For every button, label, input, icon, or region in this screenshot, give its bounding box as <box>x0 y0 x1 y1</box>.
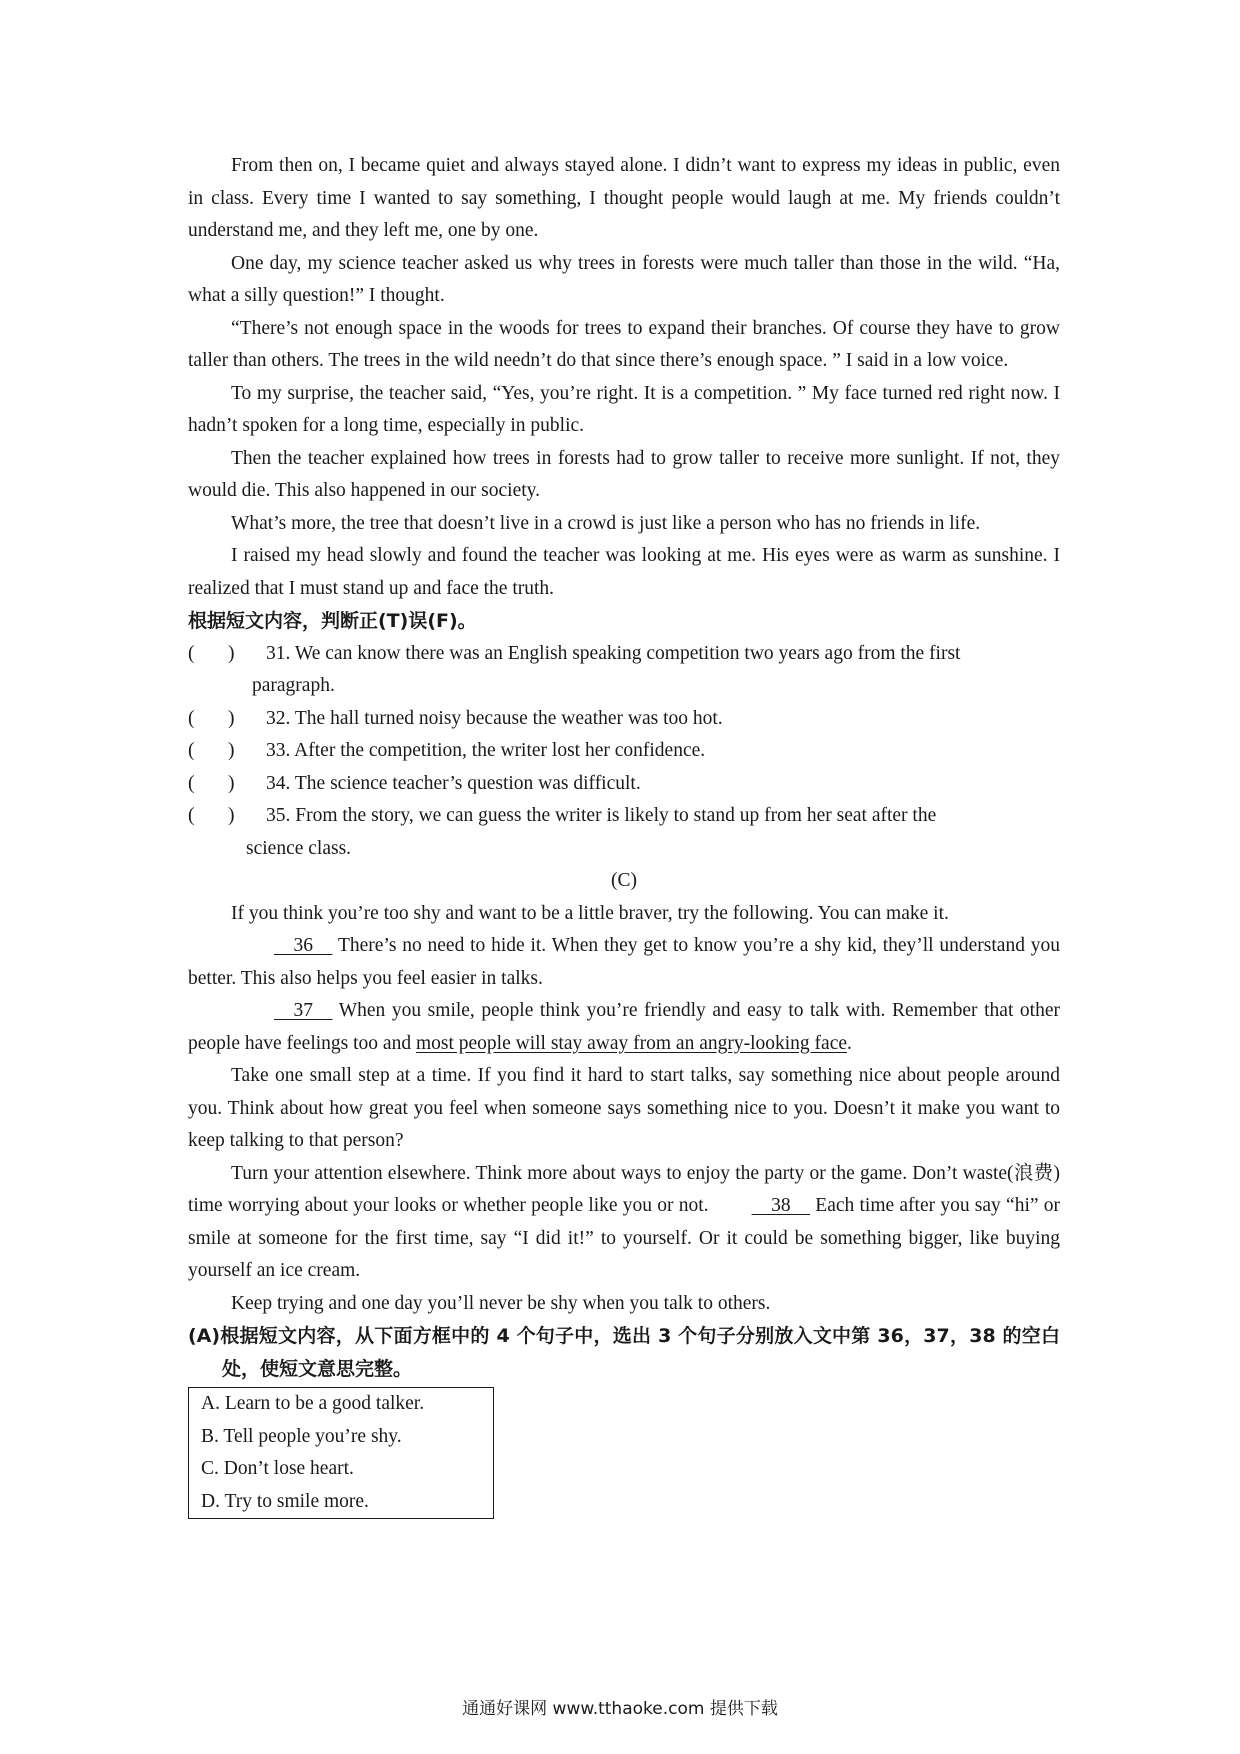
tf-question-32 <box>188 703 1060 736</box>
paragraph-text: . <box>847 1032 852 1054</box>
paragraph-text: When you smile, people think you’re friendly and easy to talk with. Remember that other people have feelings too and <box>188 1000 1060 1054</box>
blank-number: 36 <box>293 935 313 956</box>
blank-number: 38 <box>771 1195 791 1216</box>
paragraph: One day, my science teacher asked us why trees in forests were much taller than those in the wild. “Ha, what a silly question!” I thought. <box>188 252 1060 306</box>
section-label: (C) <box>611 870 637 891</box>
tf-question-35 <box>188 800 1060 865</box>
paragraph-text: Each time after you say “hi” or smile at someone for the first time, say “I did it!” to yourself. Or it could be something bigger, like buying yourself an ice cream. <box>188 1195 1060 1281</box>
paragraph-text: Turn your attention elsewhere. Think more about ways to enjoy the party or the game. Don’t waste(浪费) time worrying about your looks or whether people like you or not. <box>188 1162 1060 1216</box>
tf-question-31 <box>188 638 1060 703</box>
answer-paren-left: ( <box>188 805 195 826</box>
option-c: C. Don’t lose heart. <box>201 1458 354 1479</box>
answer-paren-right: ) <box>228 642 235 664</box>
question-text-cont: science class. <box>246 837 352 859</box>
question-text: 34. The science teacher’s question was difficult. <box>266 772 641 794</box>
paragraph: Keep trying and one day you’ll never be shy when you talk to others. <box>231 1292 771 1314</box>
answer-paren-right: ) <box>228 772 235 794</box>
underlined-phrase: most people will stay away from an angry-looking face <box>415 1032 848 1054</box>
answer-paren-right: ) <box>228 805 235 826</box>
tf-heading: 根据短文内容，判断正(T)误(F)。 <box>188 610 477 632</box>
paragraph <box>188 1158 1060 1288</box>
answer-paren-right: ) <box>228 707 235 729</box>
paragraph: I raised my head slowly and found the teacher was looking at me. His eyes were as warm as sunshine. I realized that I must stand up and face the truth. <box>188 545 1060 599</box>
blank-37 <box>231 995 333 1028</box>
answer-paren-left: ( <box>188 642 195 664</box>
blank-36 <box>231 930 333 963</box>
document-body <box>188 150 1060 1519</box>
question-text: 32. The hall turned noisy because the weather was too hot. <box>266 707 723 729</box>
tf-question-33 <box>188 735 1060 768</box>
paragraph-text: There’s no need to hide it. When they get to know you’re a shy kid, they’ll understand you better. This also helps you feel easier in talks. <box>188 935 1060 989</box>
paragraph: If you think you’re too shy and want to be a little braver, try the following. You can make it. <box>231 902 949 924</box>
tf-question-34 <box>188 768 1060 801</box>
paragraph: Take one small step at a time. If you find it hard to start talks, say something nice about people around you. Think about how great you feel when someone says something nice to you. Doesn’t it make you want to keep talking to that person? <box>188 1065 1060 1151</box>
answer-paren-right: ) <box>228 740 235 761</box>
paragraph: From then on, I became quiet and always stayed alone. I didn’t want to express my ideas in public, even in class. Every time I wanted to say something, I thought people would laugh at me. My friends couldn’t understand me, and they left me, one by one. <box>188 155 1060 241</box>
page-footer: 通通好课网 www.tthaoke.com 提供下载 <box>462 1699 778 1719</box>
paragraph <box>188 995 1060 1060</box>
paragraph: “There’s not enough space in the woods for trees to expand their branches. Of course they have to grow taller than others. The trees in the wild needn’t do that since there’s enough space. ” I said in a low voice. <box>188 317 1060 371</box>
blank-38 <box>709 1190 811 1223</box>
answer-paren-left: ( <box>188 707 195 729</box>
question-text: 33. After the competition, the writer lost her confidence. <box>266 740 706 761</box>
question-text: 35. From the story, we can guess the writer is likely to stand up from her seat after the <box>266 805 937 826</box>
question-text-cont: paragraph. <box>252 675 335 696</box>
option-b: B. Tell people you’re shy. <box>201 1425 402 1447</box>
paragraph: Then the teacher explained how trees in forests had to grow taller to receive more sunlight. If not, they would die. This also happened in our society. <box>188 447 1060 501</box>
paragraph: To my surprise, the teacher said, “Yes, you’re right. It is a competition. ” My face turned red right now. I hadn’t spoken for a long time, especially in public. <box>188 382 1060 436</box>
paragraph: What’s more, the tree that doesn’t live in a crowd is just like a person who has no friends in life. <box>231 512 981 534</box>
paragraph <box>188 930 1060 995</box>
options-box <box>188 1387 494 1519</box>
answer-paren-left: ( <box>188 740 195 761</box>
blank-number: 37 <box>293 1000 313 1021</box>
choice-heading: (A)根据短文内容，从下面方框中的 4 个句子中，选出 3 个句子分别放入文中第 36，37，38 的空白处，使短文意思完整。 <box>188 1325 1060 1380</box>
option-a: A. Learn to be a good talker. <box>201 1393 425 1414</box>
answer-paren-left: ( <box>188 772 195 794</box>
question-text: 31. We can know there was an English speaking competition two years ago from the first <box>266 642 961 664</box>
option-d: D. Try to smile more. <box>201 1490 369 1512</box>
